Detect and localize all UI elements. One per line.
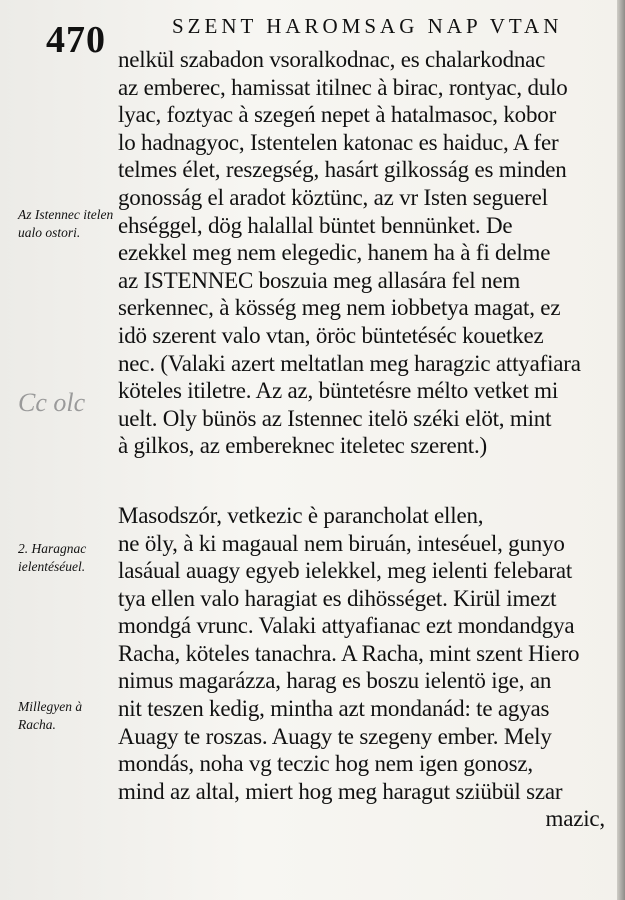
text-line: Masodszór, vetkezic è parancholat ellen,: [118, 502, 484, 528]
text-line: ehséggel, dög halallal büntet bennünket. De: [118, 212, 513, 238]
text-line: ezekkel meg nem elegedic, hanem ha à fi delme: [118, 240, 551, 266]
page-number: 470: [46, 19, 106, 61]
margin-note-3: Millegyen à Racha.: [18, 699, 83, 732]
text-line: lyac, foztyac à szegeń nepet à hatalmasoc, kobor: [118, 102, 557, 128]
paragraph-gap: [118, 460, 605, 502]
running-head: SZENT HAROMSAG NAP VTAN: [172, 14, 563, 38]
text-line: köteles itiletre. Az az, büntetésre mélto vetket mi: [118, 378, 559, 404]
text-line: mind az altal, miert hog meg haragut sziübül szar: [118, 778, 563, 804]
text-line: nimus magarázza, harag es boszu ielentö ige, an: [118, 668, 552, 694]
text-line: Auagy te roszas. Auagy te szegeny ember. Mely: [118, 723, 552, 749]
text-line: ne öly, à ki magaual nem biruán, inteséuel, gunyo: [118, 530, 565, 556]
text-line: telmes élet, reszegség, hasárt gilkosság es minden: [118, 157, 567, 183]
text-line: lo hadnagyoc, Istentelen katonac es haiduc, A fer: [118, 129, 559, 155]
text-line: lasáual auagy egyeb ielekkel, meg ielenti felebarat: [118, 558, 573, 584]
text-line: nit teszen kedig, mintha azt mondanád: te agyas: [118, 696, 550, 722]
text-line: Racha, köteles tanachra. A Racha, mint szent Hiero: [118, 640, 580, 666]
margin-mark: Cc olc: [18, 388, 86, 417]
text-line: nelkül szabadon vsoralkodnac, es chalarkodnac: [118, 47, 546, 72]
text-line: serkennec, à kösség meg nem iobbetya magat, ez: [118, 295, 561, 321]
page-spine-shadow: [617, 0, 625, 900]
text-line: mondás, noha vg teczic hog nem igen gonosz,: [118, 751, 533, 777]
text-line: tya ellen valo haragiat es dihösséget. Kirül imezt: [118, 585, 557, 611]
text-line: idö szerent valo vtan, öröc büntetéséc kouetkez: [118, 322, 544, 348]
text-line: az ISTENNEC boszuia meg allasára fel nem: [118, 267, 521, 293]
text-line: uelt. Oly bünös az Istennec itelö széki elöt, mint: [118, 405, 552, 431]
margin-note-1: Az Istennec itelen ualo ostori.: [18, 207, 114, 240]
body-text: [118, 46, 605, 833]
text-line: à gilkos, az embereknec iteletec szerent.): [118, 433, 487, 459]
text-line: az emberec, hamissat itilnec à birac, rontyac, dulo: [118, 74, 568, 100]
margin-note-2: 2. Haragnac ielentéséuel.: [18, 541, 87, 574]
text-line: gonosság el aradot köztünc, az vr Isten seguerel: [118, 184, 548, 210]
text-line: nec. (Valaki azert meltatlan meg haragzic attyafiara: [118, 350, 581, 376]
text-line: mondgá vrunc. Valaki attyafianac ezt mondandgya: [118, 613, 575, 639]
catchword: mazic,: [545, 806, 605, 832]
